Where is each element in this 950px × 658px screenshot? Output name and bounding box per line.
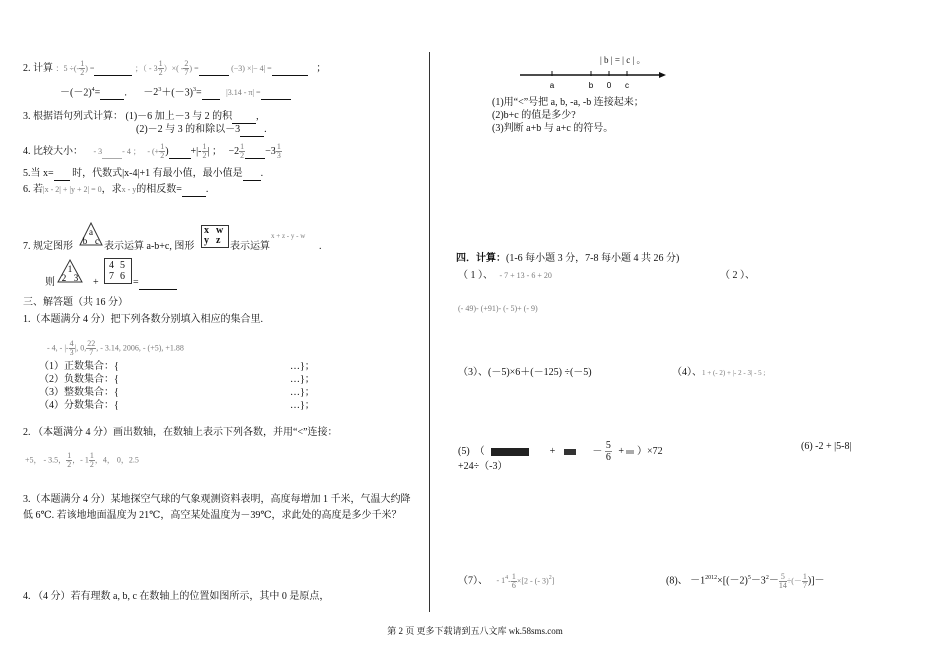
answer-blank[interactable] [169,145,191,159]
axis-label-b: b [588,81,594,90]
q3-row1: 3. 根据语句列式计算： (1)－6 加上－3 与 2 的积 , [23,111,259,122]
axis-label-c: c [625,81,629,90]
answer-blank[interactable] [100,86,124,100]
triangle-a: a [89,227,93,237]
q5-row: 5.当 x= 时，代数式|x-4|+1 有最小值，最小值是 . [23,168,264,179]
calc-6-cont: +24÷（-3） [458,461,508,472]
calc-4: （4）、1 + (- 2) + |- 2 - 3| - 5 ; [672,367,766,378]
r-question-2: (2)b+c 的值是多少? [492,110,576,121]
calc-3: （3）、(－5)×6＋(－125) ÷(－5) [458,367,592,378]
answer-blank[interactable] [261,86,291,100]
triangle-b: b [82,236,88,246]
calc-5: (5) （ + － $\frac{5}{6}$ + ）×72 [458,440,663,463]
answer-blank[interactable] [202,86,220,100]
answer-blank[interactable] [243,167,261,181]
r-question-3: (3)判断 a+b 与 a+c 的符号。 [492,123,614,134]
triangle-figure-example [56,258,84,284]
page-footer: 第 2 页 更多下载请到五八文库 wk.58sms.com [387,626,563,636]
answer-blank[interactable] [240,123,264,137]
section4-title: 四．计算：(1-6 每小题 3 分，7-8 每小题 4 共 26 分) [456,253,680,264]
triangle-figure [78,221,104,247]
svg-text:1: 1 [67,264,73,274]
number-line [518,68,668,92]
q2-label: 2. 计算 [23,62,53,74]
calc-8: (8)、 $-1^{2012}\times[(-2)^5-3^2-$ $\frac{5}{14}$ ÷(－ $\frac{1}{7}$ )]－ [666,571,825,590]
answer-blank[interactable] [232,110,256,124]
square-figure: x w y z [201,225,229,248]
column-divider [429,52,430,612]
s1-numbers: - 4, - |- $\frac{4}{3}$ |, 0, $\frac{22}{7}$ , - 3.14, 2006, - (+5), +1.88 [47,339,184,357]
calc-7: （7）、 - $1^4-$ $\frac{1}{6}$ ×[2 - (- 3)$^2$] [458,571,555,590]
q3-row2: (2)－2 与 3 的和除以－3 . [136,124,267,135]
answer-blank[interactable] [272,62,308,76]
triangle-c: c [95,236,99,246]
set-fraction: （4）分数集合：{ [39,400,119,411]
answer-blank[interactable] [245,145,265,159]
s2-numbers: +5， - 3.5， $\frac{1}{2}$ ，- 1 $\frac{1}{2}$ ，4， 0，2.5 [25,451,139,469]
axis-label-a: a [549,81,555,90]
smudged-fraction [564,449,576,455]
fraction: $\frac{1}{2}$ [80,59,85,77]
s3-line2: 低 6℃. 若该地地面温度为 21℃，高空某处温度为－39℃，求此处的高度是多少千米？ [23,510,402,521]
smudged-fraction [491,448,529,456]
q2-row2: $-(-2)^4=$ . $-2^3+(-3)^3= |3.14 - \pi|$ = [60,84,291,100]
q4-row: 4. 比较大小： - 3 - 4 ； - (+ $\frac{1}{2}$ ) +|- $\frac{1}{2}$ | ； −2 $\frac{1}{2}$ −3 $\frac{1}{3}$ [23,142,281,160]
r-question-1: (1)用“<”号把 a, b, -a, -b 连接起来； [492,97,644,108]
calc-6: (6) -2 + |5-8| [801,441,852,452]
answer-blank[interactable] [139,276,177,290]
answer-blank[interactable] [102,145,122,159]
calc-1: （ 1 ）、 - 7 + 13 - 6 + 20 [458,270,552,281]
square-figure-example: 4 5 7 6 [104,258,132,284]
set-negative: （2）负数集合：{ [39,374,119,385]
smudged-fraction [626,450,634,454]
calc-2-expr: (- 49)- (+91)- (- 5)+ (- 9) [458,304,538,313]
answer-blank[interactable] [94,62,132,76]
answer-blank[interactable] [182,183,206,197]
calc-2-label: （ 2 ）、 [720,270,755,281]
set-positive: （1）正数集合：{ [39,361,119,372]
s2-question: 2. （本题满分 4 分）画出数轴，在数轴上表示下列各数，并用“<”连接： [23,427,338,438]
s1-question: 1.（本题满分 4 分）把下列各数分别填入相应的集合里. [23,314,263,325]
abs-relation: | b | = | c | 。 [600,55,646,65]
svg-text:3: 3 [73,273,79,283]
axis-label-0: 0 [606,81,612,90]
set-integer: （3）整数集合：{ [39,387,119,398]
q2-row1: 2. 计算 ：5 ÷(- $\frac{1}{2}$ ) = ；（ - 3 $\frac{1}{2}$ ）×( - $\frac{2}{7}$ ) = (−3) ×|− 4| = ； [23,59,327,77]
q6-row: 6. 若|x - 2| + |y + 2| = 0，求x - y的相反数= . [23,184,209,195]
answer-blank[interactable] [199,62,229,76]
s3-line1: 3.（本题满分 4 分）某地探空气球的气象观测资料表明，高度每增加 1 千米，气温大约降 [23,494,411,505]
answer-blank[interactable] [54,167,70,181]
s4-question: 4. （4 分）若有理数 a, b, c 在数轴上的位置如图所示，其中 0 是原点， [23,591,330,602]
svg-text:2: 2 [61,273,67,283]
section3-title: 三、解答题（共 16 分） [23,297,128,308]
